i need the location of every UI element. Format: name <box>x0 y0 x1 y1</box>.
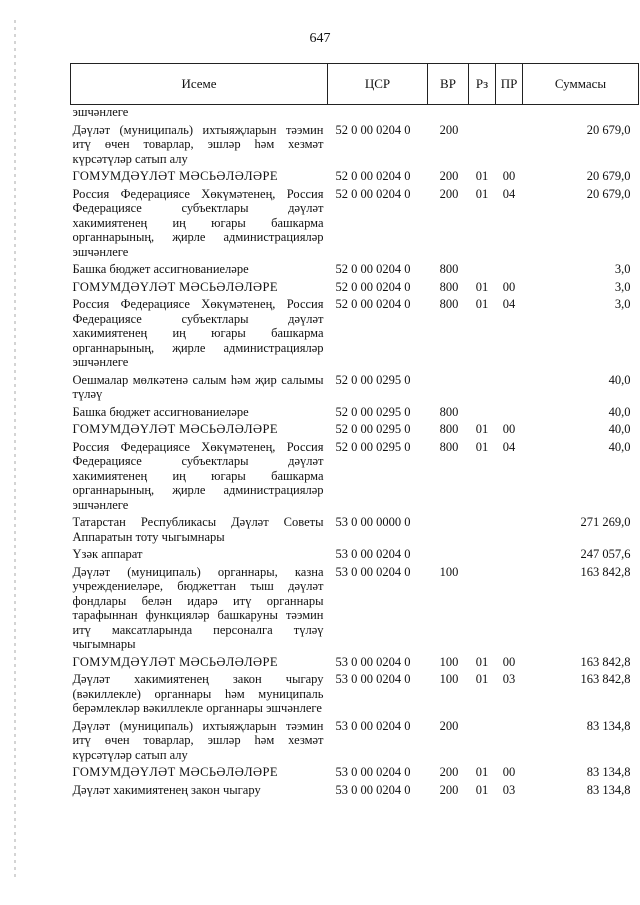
cell-pr <box>496 373 523 405</box>
cell-name: Россия Федерациясе Хөкүмәтенең, Россия Федерациясе субъектлары дәүләт хакимиятенең иң югары башкарма органнарының, җирле администрацияләр эшчәнлеге <box>72 297 324 369</box>
cell-rz: 01 <box>475 765 489 779</box>
cell-name: эшчәнлеге <box>72 105 129 119</box>
cell-csr: 53 0 00 0204 0 <box>335 547 411 561</box>
cell-pr: 04 <box>502 439 516 454</box>
cell-sum: 40,0 <box>608 422 631 436</box>
cell-csr: 52 0 00 0204 0 <box>335 186 411 201</box>
table-row <box>71 440 639 516</box>
cell-csr: 52 0 00 0295 0 <box>335 439 411 454</box>
table-row <box>71 405 639 423</box>
table-row <box>71 280 639 298</box>
cell-name: Дәүләт (муниципаль) органнары, казна учреждениеләре, бюджеттан тыш дәүләт фондлары белән идарә итү органнары тарафыннан функцияләр башкаруны тәэмин итү максатларында персоналга түләү чыгымнары <box>72 564 324 651</box>
table-row <box>71 297 639 373</box>
cell-csr: 52 0 00 0204 0 <box>335 262 411 276</box>
cell-csr: 53 0 00 0204 0 <box>335 654 411 669</box>
cell-sum: 3,0 <box>614 279 631 294</box>
cell-csr: 52 0 00 0295 0 <box>335 372 411 387</box>
cell-name: ГОМУМДӘҮЛӘТ МӘСЬӘЛӘЛӘРЕ <box>72 279 278 294</box>
cell-sum: 40,0 <box>608 404 631 419</box>
table-row <box>71 169 639 187</box>
cell-name: ГОМУМДӘҮЛӘТ МӘСЬӘЛӘЛӘРЕ <box>72 169 278 183</box>
table-row <box>71 422 639 440</box>
cell-pr <box>496 105 523 123</box>
cell-rz <box>469 123 496 170</box>
table-row <box>71 262 639 280</box>
cell-sum: 83 134,8 <box>586 782 631 797</box>
cell-pr: 00 <box>502 654 516 669</box>
header-name: Исеме <box>71 64 328 105</box>
cell-rz: 01 <box>475 672 489 686</box>
cell-pr: 04 <box>502 297 516 311</box>
cell-csr: 52 0 00 0204 0 <box>335 297 411 311</box>
cell-rz: 01 <box>475 654 489 669</box>
cell-name: Дәүләт (муниципаль) ихтыяҗларын тәэмин итү өчен товарлар, эшләр һәм хезмәт күрсәтүләр сатып алу <box>72 718 324 762</box>
page-number: 647 <box>309 31 331 46</box>
table-row <box>71 672 639 719</box>
cell-csr: 53 0 00 0204 0 <box>335 718 411 733</box>
cell-rz: 01 <box>475 422 489 436</box>
table-body <box>71 105 639 801</box>
cell-csr: 52 0 00 0295 0 <box>335 422 411 436</box>
table-row <box>71 565 639 655</box>
cell-vr: 200 <box>439 122 459 137</box>
cell-csr: 52 0 00 0204 0 <box>335 169 411 183</box>
cell-name: Үзәк аппарат <box>72 547 143 561</box>
cell-sum: 83 134,8 <box>586 718 631 733</box>
cell-rz <box>469 719 496 766</box>
cell-name: Оешмалар мөлкәтенә салым һәм җир салымы түләү <box>72 372 324 401</box>
cell-sum: 3,0 <box>614 297 631 311</box>
table-row <box>71 105 639 123</box>
cell-pr <box>496 405 523 423</box>
cell-sum: 3,0 <box>614 262 631 276</box>
cell-csr: 52 0 00 0295 0 <box>335 404 411 419</box>
cell-name: Башка бюджет ассигнованиеләре <box>72 262 249 276</box>
cell-rz <box>469 515 496 547</box>
cell-pr: 00 <box>502 765 516 779</box>
cell-rz: 01 <box>475 439 489 454</box>
cell-vr: 200 <box>439 718 459 733</box>
cell-rz <box>469 565 496 655</box>
cell-pr <box>496 515 523 547</box>
cell-rz <box>469 262 496 280</box>
cell-sum: 83 134,8 <box>586 765 631 779</box>
budget-table <box>70 63 639 800</box>
cell-csr: 52 0 00 0204 0 <box>335 279 411 294</box>
cell-vr <box>428 105 469 123</box>
cell-vr: 200 <box>439 782 459 797</box>
table-row <box>71 547 639 565</box>
cell-rz: 01 <box>475 782 489 797</box>
cell-sum: 271 269,0 <box>580 515 631 529</box>
cell-rz: 01 <box>475 186 489 201</box>
budget-table-container <box>70 63 638 800</box>
cell-pr <box>496 565 523 655</box>
cell-pr <box>496 547 523 565</box>
cell-rz: 01 <box>475 297 489 311</box>
cell-name: Башка бюджет ассигнованиеләре <box>72 404 249 419</box>
cell-rz <box>469 373 496 405</box>
cell-vr: 100 <box>439 654 459 669</box>
cell-rz <box>469 105 496 123</box>
cell-csr: 53 0 00 0000 0 <box>335 515 411 529</box>
table-row <box>71 373 639 405</box>
header-rz: Рз <box>469 64 496 105</box>
header-pr: ПР <box>496 64 523 105</box>
header-vr: ВР <box>428 64 469 105</box>
table-row <box>71 187 639 263</box>
cell-csr: 53 0 00 0204 0 <box>335 672 411 686</box>
cell-pr: 00 <box>502 279 516 294</box>
cell-sum: 163 842,8 <box>580 654 631 669</box>
cell-rz <box>469 405 496 423</box>
table-row <box>71 719 639 766</box>
cell-name: Россия Федерациясе Хөкүмәтенең, Россия Федерациясе субъектлары дәүләт хакимиятенең иң югары башкарма органнарының, җирле администрацияләр эшчәнлеге <box>72 186 324 259</box>
cell-vr: 200 <box>439 169 459 183</box>
cell-vr: 100 <box>439 564 459 579</box>
cell-vr: 100 <box>439 672 459 686</box>
cell-pr: 03 <box>502 672 516 686</box>
table-row <box>71 765 639 783</box>
cell-vr: 800 <box>439 297 459 311</box>
cell-csr: 53 0 00 0204 0 <box>335 765 411 779</box>
table-row <box>71 783 639 801</box>
cell-pr: 03 <box>502 782 516 797</box>
cell-rz: 01 <box>475 279 489 294</box>
cell-vr: 800 <box>439 279 459 294</box>
cell-name: ГОМУМДӘҮЛӘТ МӘСЬӘЛӘЛӘРЕ <box>72 765 278 779</box>
table-row <box>71 655 639 673</box>
cell-pr: 04 <box>502 186 516 201</box>
table-header-row <box>71 64 639 105</box>
table-row <box>71 515 639 547</box>
header-csr: ЦСР <box>328 64 428 105</box>
header-sum: Суммасы <box>523 64 639 105</box>
cell-name: Дәүләт хакимиятенең закон чыгару <box>72 782 261 797</box>
cell-sum: 20 679,0 <box>586 186 631 201</box>
cell-vr <box>428 373 469 405</box>
cell-name: Дәүләт (муниципаль) ихтыяҗларын тәэмин итү өчен товарлар, эшләр һәм хезмәт күрсәтүләр сатып алу <box>72 122 324 166</box>
cell-sum <box>523 105 639 123</box>
table-row <box>71 123 639 170</box>
cell-name: ГОМУМДӘҮЛӘТ МӘСЬӘЛӘЛӘРЕ <box>72 654 278 669</box>
cell-sum: 40,0 <box>608 439 631 454</box>
cell-pr <box>496 262 523 280</box>
cell-csr: 53 0 00 0204 0 <box>335 782 411 797</box>
cell-vr: 800 <box>439 404 459 419</box>
cell-sum: 20 679,0 <box>586 169 631 183</box>
cell-csr <box>328 105 428 123</box>
cell-pr: 00 <box>502 169 516 183</box>
cell-sum: 20 679,0 <box>586 122 631 137</box>
cell-pr <box>496 719 523 766</box>
cell-sum: 163 842,8 <box>580 672 631 686</box>
cell-name: Татарстан Республикасы Дәүләт Советы Аппаратын тоту чыгымнары <box>72 515 324 544</box>
cell-csr: 53 0 00 0204 0 <box>335 564 411 579</box>
cell-vr: 800 <box>439 439 459 454</box>
cell-name: ГОМУМДӘҮЛӘТ МӘСЬӘЛӘЛӘРЕ <box>72 422 278 436</box>
cell-vr <box>428 515 469 547</box>
cell-vr: 200 <box>439 186 459 201</box>
cell-name: Дәүләт хакимиятенең закон чыгару (вәкиллекле) органнары һәм муниципаль берәмлекләр вәкиллекле органнары эшчәнлеге <box>72 672 324 715</box>
cell-vr: 200 <box>439 765 459 779</box>
cell-sum: 247 057,6 <box>580 547 631 561</box>
cell-csr: 52 0 00 0204 0 <box>335 122 411 137</box>
cell-pr <box>496 123 523 170</box>
cell-vr: 800 <box>439 262 459 276</box>
cell-vr <box>428 547 469 565</box>
cell-pr: 00 <box>502 422 516 436</box>
scan-margin-artifact <box>14 20 16 880</box>
cell-sum: 163 842,8 <box>580 564 631 579</box>
cell-name: Россия Федерациясе Хөкүмәтенең, Россия Федерациясе субъектлары дәүләт хакимиятенең иң югары башкарма органнарының, җирле администрацияләр эшчәнлеге <box>72 439 324 512</box>
cell-sum: 40,0 <box>608 372 631 387</box>
cell-rz: 01 <box>475 169 489 183</box>
cell-rz <box>469 547 496 565</box>
cell-vr: 800 <box>439 422 459 436</box>
